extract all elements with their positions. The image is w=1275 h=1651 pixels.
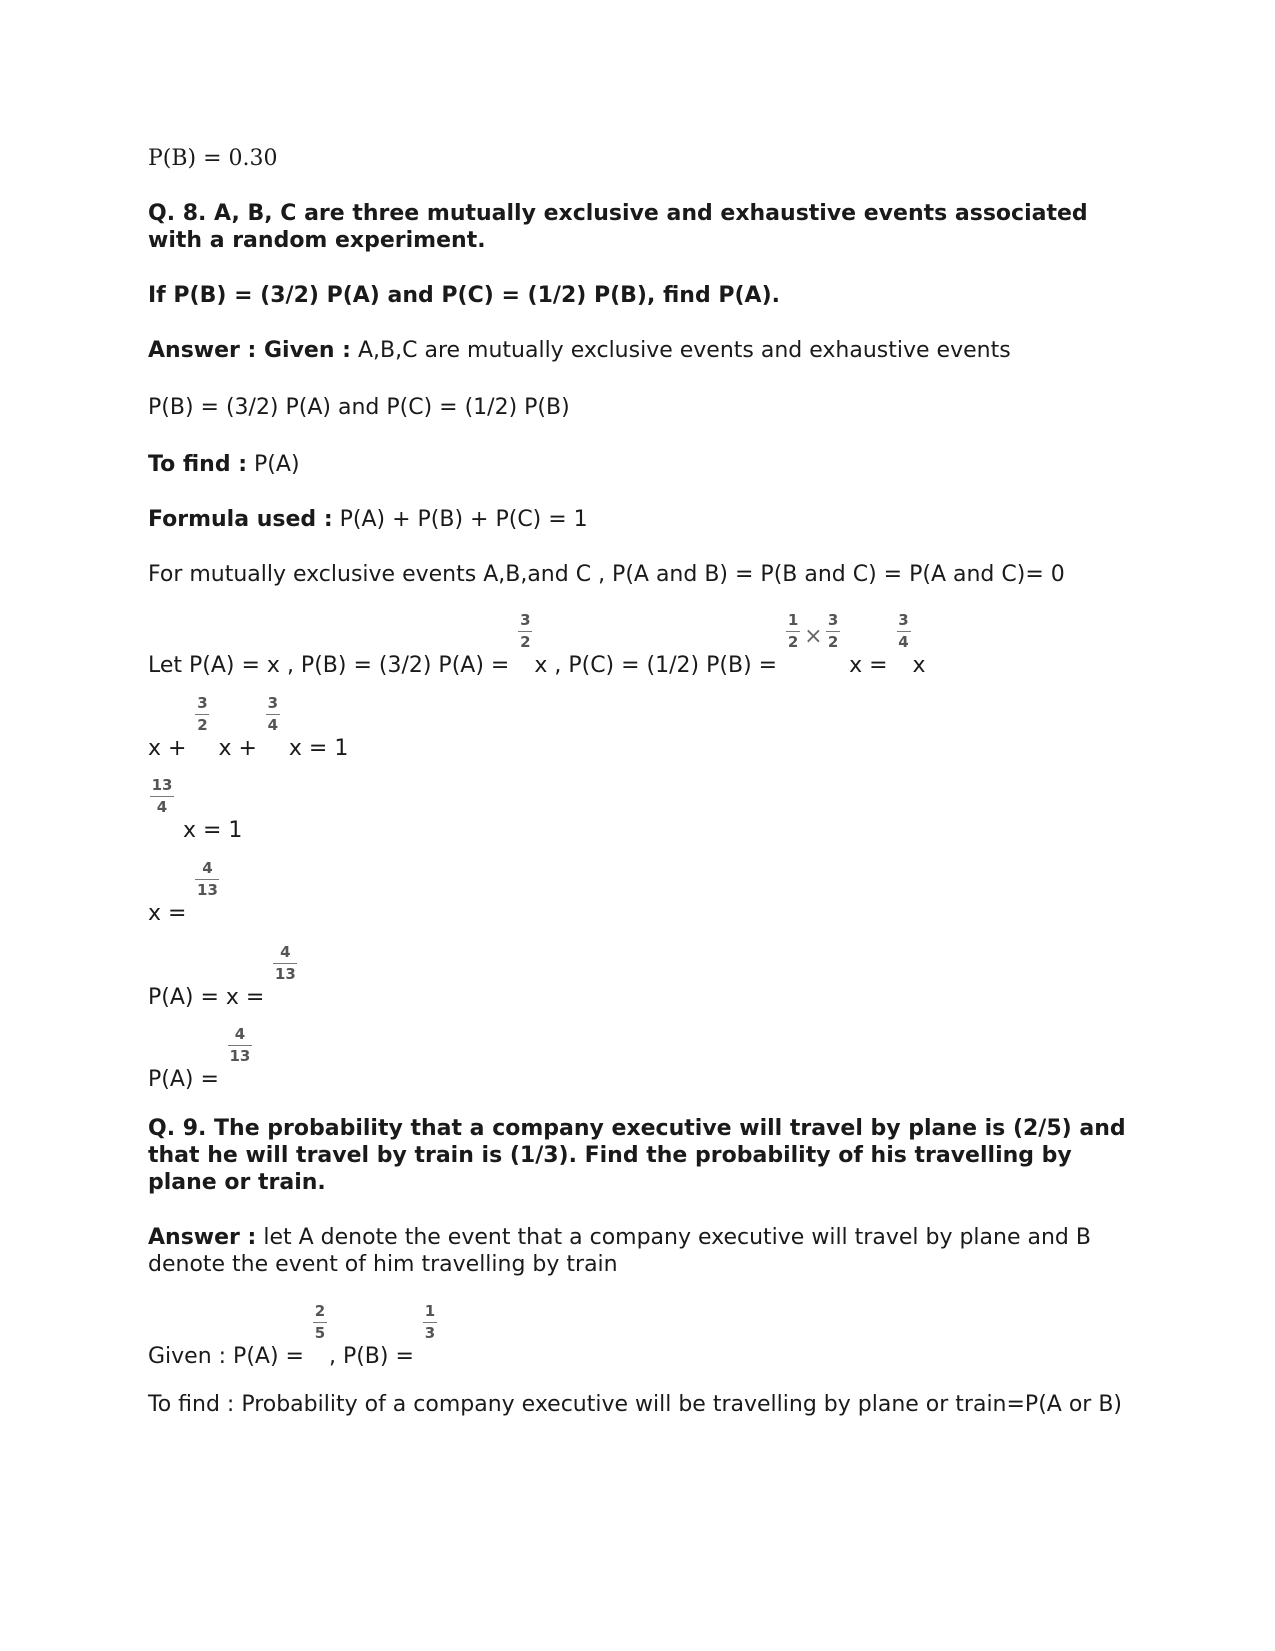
q9-answer bbox=[148, 1224, 1138, 1278]
fraction bbox=[265, 694, 281, 755]
fraction-numerator: 3 bbox=[197, 694, 208, 712]
fraction-numerator: 3 bbox=[898, 611, 909, 629]
given-text-2: , P(B) = bbox=[328, 1344, 421, 1369]
q8-let-line bbox=[148, 611, 1148, 679]
let-text-1: Let P(A) = x , P(B) = (3/2) P(A) = bbox=[148, 653, 517, 678]
fraction-bar bbox=[266, 714, 280, 715]
fraction-bar bbox=[518, 631, 532, 632]
fraction bbox=[517, 611, 533, 672]
let-text-4: x bbox=[912, 653, 926, 678]
fraction bbox=[272, 943, 298, 1004]
fraction-numerator: 3 bbox=[267, 694, 279, 712]
q8-answer-given bbox=[148, 337, 1148, 364]
to-find-text: P(A) bbox=[247, 452, 300, 477]
fraction-numerator: 1 bbox=[787, 611, 799, 629]
q9-given-line bbox=[148, 1302, 1148, 1370]
fraction bbox=[149, 776, 175, 837]
q8-mutual-line: For mutually exclusive events A,B,and C , P(A and B) = P(B and C) = P(A and C)= 0 bbox=[148, 562, 1065, 587]
sum-text-2: x + bbox=[211, 736, 264, 761]
answer-label: Answer : bbox=[148, 1225, 257, 1250]
fraction bbox=[422, 1302, 438, 1363]
q8-step3 bbox=[148, 943, 1148, 1011]
fraction bbox=[227, 1025, 253, 1086]
fraction bbox=[312, 1302, 328, 1363]
fraction-bar bbox=[897, 631, 911, 632]
fraction-denominator: 2 bbox=[520, 633, 531, 651]
fraction-bar bbox=[195, 879, 219, 880]
fraction-denominator: 13 bbox=[274, 965, 296, 983]
fraction bbox=[194, 694, 210, 755]
q8-sum-line bbox=[148, 694, 1148, 762]
fraction-numerator: 4 bbox=[280, 943, 291, 961]
fraction-denominator: 4 bbox=[898, 633, 909, 651]
q8-step2 bbox=[148, 859, 1148, 927]
fraction-numerator: 4 bbox=[234, 1025, 246, 1043]
fraction-denominator: 13 bbox=[197, 881, 218, 899]
fraction-numerator: 3 bbox=[827, 611, 839, 629]
q8-question: Q. 8. A, B, C are three mutually exclusive and exhaustive events associated with a random experiment. bbox=[148, 201, 1088, 253]
fraction-numerator: 3 bbox=[520, 611, 531, 629]
q8-to-find bbox=[148, 451, 1148, 478]
fraction-bar bbox=[313, 1322, 327, 1323]
step4-text: P(A) = bbox=[148, 1067, 226, 1092]
fraction-denominator: 2 bbox=[827, 633, 839, 651]
given-text: A,B,C are mutually exclusive events and exhaustive events bbox=[350, 338, 1011, 363]
let-text-3: x = bbox=[842, 653, 895, 678]
given-text-1: Given : P(A) = bbox=[148, 1344, 311, 1369]
q8-step1 bbox=[148, 776, 1148, 844]
fraction-bar bbox=[228, 1045, 252, 1046]
fraction-denominator: 4 bbox=[156, 798, 168, 816]
fraction-numerator: 13 bbox=[151, 776, 173, 794]
q8-given-line2: P(B) = (3/2) P(A) and P(C) = (1/2) P(B) bbox=[148, 395, 570, 420]
fraction bbox=[825, 611, 841, 672]
q8-condition: If P(B) = (3/2) P(A) and P(C) = (1/2) P(B), find P(A). bbox=[148, 283, 780, 308]
step1-text: x = 1 bbox=[176, 818, 243, 843]
sum-text-3: x = 1 bbox=[281, 736, 349, 761]
fraction-numerator: 2 bbox=[314, 1302, 326, 1320]
q9-question: Q. 9. The probability that a company executive will travel by plane is (2/5) and that he will travel by train is (1/3). Find the probability of his travelling by plane or train. bbox=[148, 1116, 1126, 1195]
fraction-bar bbox=[195, 714, 209, 715]
fraction-numerator: 4 bbox=[202, 859, 213, 877]
fraction-bar bbox=[150, 796, 174, 797]
let-text-2: x , P(C) = (1/2) P(B) = bbox=[534, 653, 785, 678]
q8-step4 bbox=[148, 1025, 1148, 1093]
step2-text: x = bbox=[148, 901, 194, 926]
fraction bbox=[785, 611, 801, 672]
fraction-denominator: 5 bbox=[314, 1324, 326, 1342]
fraction-denominator: 13 bbox=[229, 1047, 251, 1065]
multiply-sign bbox=[802, 624, 824, 672]
q8-formula bbox=[148, 506, 1148, 533]
answer-label: Answer : Given : bbox=[148, 338, 351, 363]
multiply-glyph: × bbox=[804, 624, 823, 649]
q9-to-find-line: To find : Probability of a company executive will be travelling by plane or train=P(A or B) bbox=[148, 1392, 1122, 1417]
fraction-bar bbox=[423, 1322, 437, 1323]
fraction-denominator: 3 bbox=[424, 1324, 436, 1342]
fraction-bar bbox=[826, 631, 840, 632]
fraction-bar bbox=[273, 963, 297, 964]
to-find-label: To find : bbox=[148, 452, 248, 477]
fraction-bar bbox=[786, 631, 800, 632]
top-line: P(B) = 0.30 bbox=[148, 146, 278, 171]
fraction-denominator: 2 bbox=[787, 633, 799, 651]
fraction bbox=[896, 611, 912, 672]
formula-text: P(A) + P(B) + P(C) = 1 bbox=[332, 507, 588, 532]
fraction bbox=[194, 859, 220, 920]
fraction-numerator: 1 bbox=[424, 1302, 436, 1320]
fraction-denominator: 2 bbox=[197, 716, 208, 734]
step3-text: P(A) = x = bbox=[148, 985, 272, 1010]
sum-text-1: x + bbox=[148, 736, 194, 761]
fraction-denominator: 4 bbox=[267, 716, 279, 734]
answer-text: let A denote the event that a company executive will travel by plane and B denote the event of him travelling by train bbox=[148, 1225, 1091, 1277]
formula-label: Formula used : bbox=[148, 507, 333, 532]
